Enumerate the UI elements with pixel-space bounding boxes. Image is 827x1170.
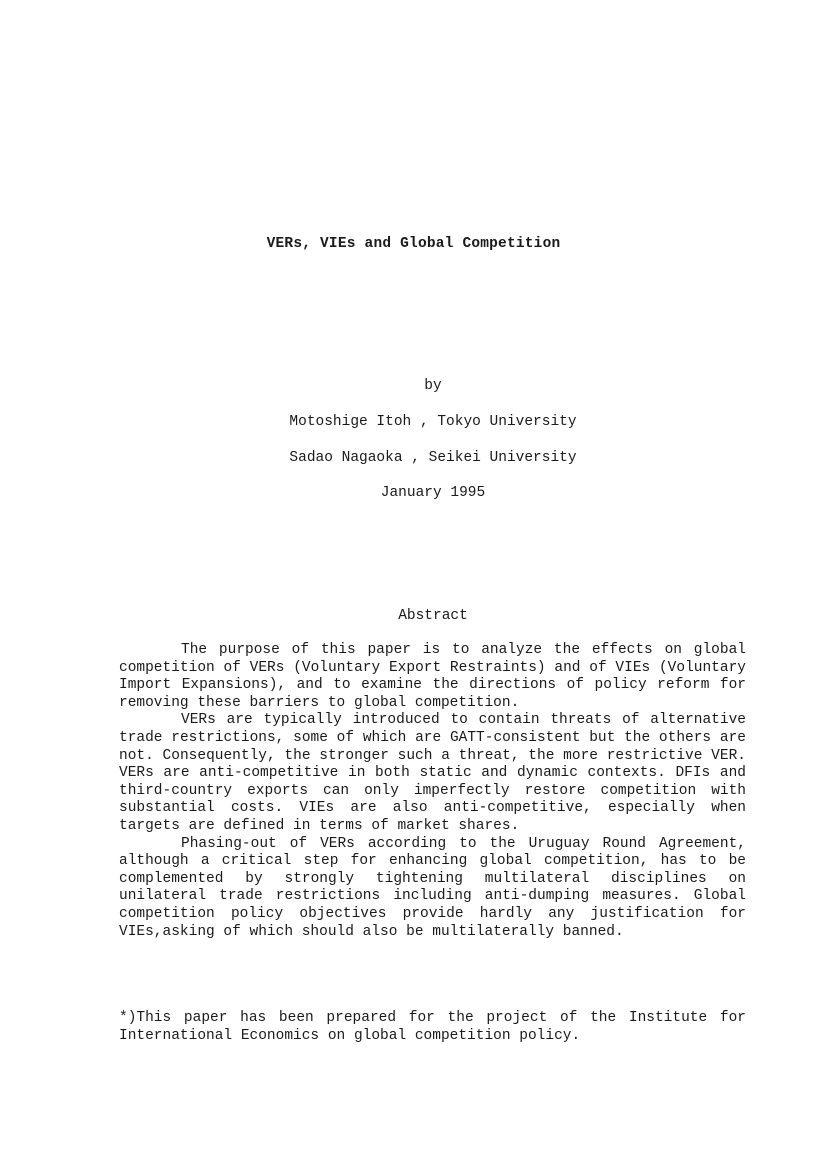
- publication-date: January 1995: [380, 485, 486, 501]
- abstract-heading: Abstract: [398, 608, 468, 624]
- abstract-paragraph-2: VERs are typically introduced to contain threats of alternative trade restrictions, some of which are GATT-consistent but the others are not. Consequently, the stronger such a threat, the more restrictive VER. VERs are anti-competitive in both static and dynamic contexts. DFIs and third-country exports can only imperfectly restore competition with substantial costs. VIEs are also anti-competitive, especially when targets are defined in terms of market shares.: [119, 712, 746, 834]
- abstract-paragraph-1: The purpose of this paper is to analyze the effects on global competition of VERs (Voluntary Export Restraints) and of VIEs (Voluntary Import Expansions), and to examine the directions of policy reform for removing these barriers to global competition.: [119, 642, 746, 711]
- abstract-paragraph-3: Phasing-out of VERs according to the Uruguay Round Agreement, although a critical step for enhancing global competition, has to be complemented by strongly tightening multilateral disciplines on unilateral trade restrictions including anti-dumping measures. Global competition policy objectives provide hardly any justification for VIEs,asking of which should also be multilaterally banned.: [119, 835, 746, 940]
- abstract-body: [119, 642, 746, 941]
- author-1: Motoshige Itoh , Tokyo University: [289, 414, 577, 430]
- byline: by: [424, 378, 442, 394]
- paper-title: VERs, VIEs and Global Competition: [266, 236, 561, 252]
- author-2: Sadao Nagaoka , Seikei University: [289, 450, 577, 466]
- footnote: *)This paper has been prepared for the project of the Institute for International Economics on global competition policy.: [119, 1010, 746, 1044]
